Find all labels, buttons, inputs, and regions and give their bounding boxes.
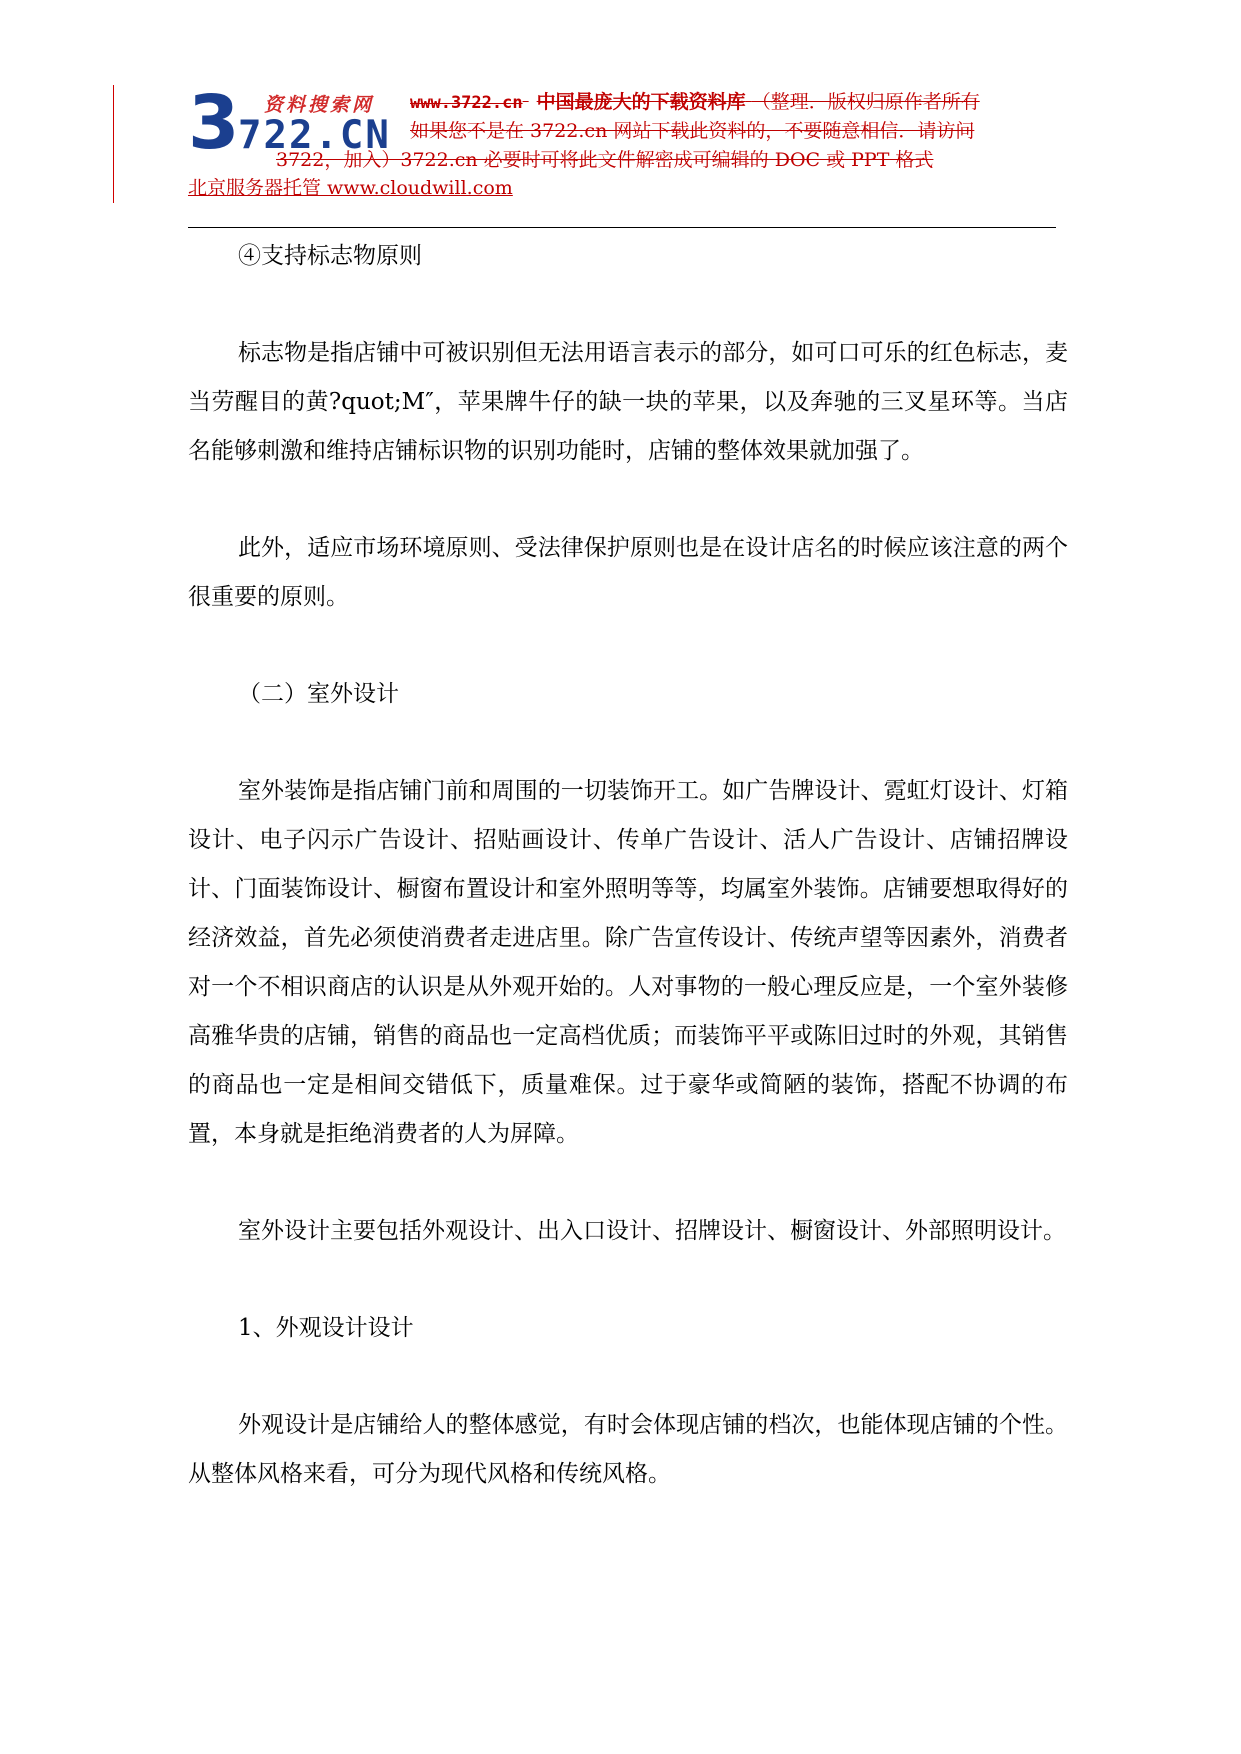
heading-support-logo-principle: ④支持标志物原则: [238, 243, 422, 269]
site-logo[interactable]: [188, 80, 418, 166]
paragraph-other-principles: 此外，适应市场环境原则、受法律保护原则也是在设计店名的时候应该注意的两个很重要的原则。: [188, 535, 1068, 610]
heading-exterior-design: （二）室外设计: [238, 681, 399, 707]
site-link[interactable]: www.3722.cn: [410, 93, 523, 113]
paragraph-logo-principle: 标志物是指店铺中可被识别但无法用语言表示的部分，如可口可乐的红色标志，麦当劳醒目的黄?quot;M″，苹果牌牛仔的缺一块的苹果，以及奔驰的三叉星环等。当店名能够刺激和维持店铺标识物的识别功能时，店铺的整体效果就加强了。: [188, 340, 1068, 464]
hosting-link[interactable]: 北京服务器托管 www.cloudwill.com: [188, 177, 513, 199]
header-copyright-note: （整理．版权归原作者所有: [751, 91, 980, 113]
header-divider: [188, 227, 1056, 228]
paragraph-appearance-design: 外观设计是店铺给人的整体感觉，有时会体现店铺的档次，也能体现店铺的个性。从整体风格来看，可分为现代风格和传统风格。: [188, 1412, 1068, 1487]
document-body: [188, 232, 1068, 1499]
logo-digit: 3: [188, 80, 238, 166]
heading-appearance-design: 1、外观设计设计: [238, 1315, 414, 1341]
paragraph-exterior-decoration: 室外装饰是指店铺门前和周围的一切装饰开工。如广告牌设计、霓虹灯设计、灯箱设计、电子闪示广告设计、招贴画设计、传单广告设计、活人广告设计、店铺招牌设计、门面装饰设计、橱窗布置设计和室外照明等等，均属室外装饰。店铺要想取得好的经济效益，首先必须使消费者走进店里。除广告宣传设计、传统声望等因素外，消费者对一个不相识商店的认识是从外观开始的。人对事物的一般心理反应是，一个室外装修高雅华贵的店铺，销售的商品也一定高档优质；而装饰平平或陈旧过时的外观，其销售的商品也一定是相间交错低下，质量难保。过于豪华或简陋的装饰，搭配不协调的布置，本身就是拒绝消费者的人为屏障。: [188, 778, 1068, 1147]
page-header: [188, 80, 1068, 206]
header-line-1: [410, 91, 980, 114]
margin-rule: [113, 85, 114, 203]
header-slogan: 中国最庞大的下载资料库: [536, 91, 746, 113]
logo-domain: 722.CN: [238, 113, 391, 158]
header-line-3: 3722，加入）3722.cn 必要时可将此文件解密成可编辑的 DOC 或 PPT 格式: [276, 149, 934, 171]
logo-tagline: 资料搜索网: [264, 94, 375, 116]
header-line-2: 如果您不是在 3722.cn 网站下载此资料的，不要随意相信．请访问: [410, 120, 975, 142]
paragraph-exterior-design-scope: 室外设计主要包括外观设计、出入口设计、招牌设计、橱窗设计、外部照明设计。: [238, 1218, 1066, 1244]
